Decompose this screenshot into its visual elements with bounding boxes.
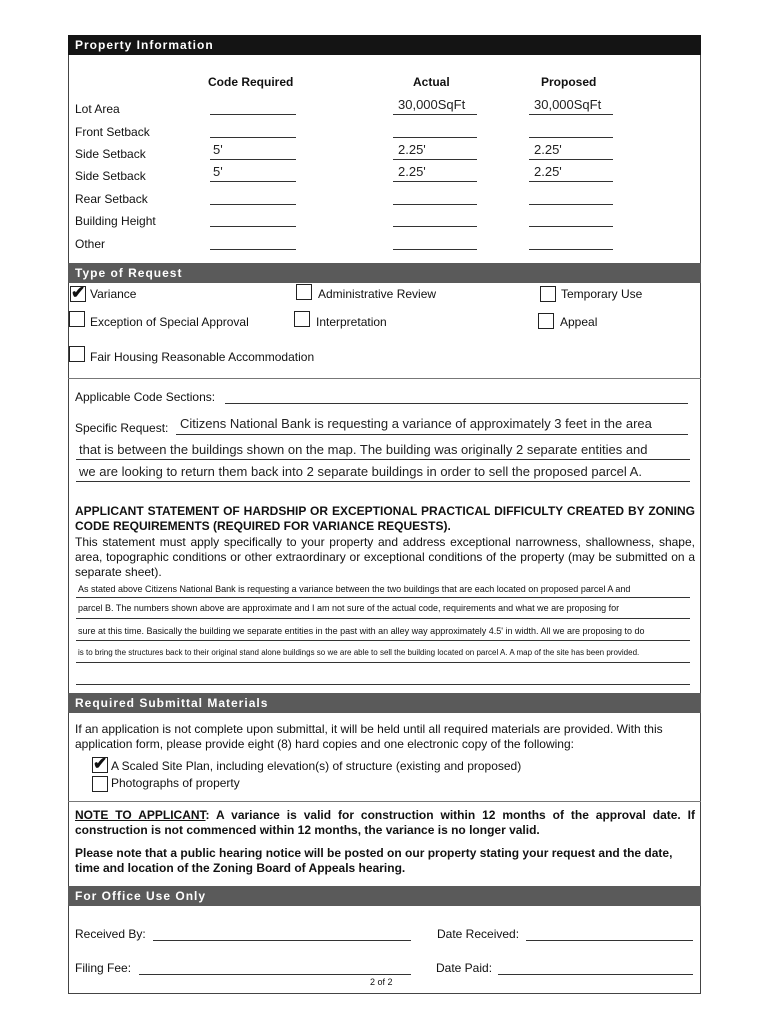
check-icon: ✔ [93, 754, 108, 773]
hardship-instructions: This statement must apply specifically to your property and address exceptional narrowness, shallowness, shape, area, topographic conditions or other extraordinary or exceptional conditions of the property (may be submitted on a separate sheet). [75, 535, 695, 579]
section-header-submittal: Required Submittal Materials [68, 693, 701, 713]
appeal-checkbox[interactable] [538, 313, 554, 329]
column-header-code: Code Required [208, 75, 294, 89]
answer-line [76, 618, 690, 619]
actual-field-line [393, 249, 477, 250]
actual-value[interactable]: 2.25' [398, 142, 426, 157]
code-value[interactable]: 5' [213, 164, 223, 179]
proposed-value[interactable]: 30,000SqFt [534, 97, 602, 112]
answer-line [76, 684, 690, 685]
hardship-line-3[interactable]: sure at this time. Basically the building we separate entities in the past with an alley way approximately 4.5' in width. All we are proposing to do [78, 626, 645, 636]
hardship-line-2[interactable]: parcel B. The numbers shown above are approximate and I am not sure of the actual code, requirements and what we are proposing for [78, 603, 620, 613]
specific-request-label: Specific Request: [75, 421, 169, 435]
divider [68, 378, 701, 379]
received-by-field[interactable] [153, 940, 411, 941]
photographs-checkbox[interactable] [92, 776, 108, 792]
hardship-title: APPLICANT STATEMENT OF HARDSHIP OR EXCEPTIONAL PRACTICAL DIFFICULTY CREATED BY ZONING CODE REQUIREMENTS (REQUIRED FOR VARIANCE REQUESTS). [75, 504, 695, 533]
filing-fee-label: Filing Fee: [75, 961, 132, 975]
actual-field-line [393, 181, 477, 182]
proposed-value[interactable]: 2.25' [534, 142, 562, 157]
date-received-field[interactable] [526, 940, 693, 941]
hardship-line-4[interactable]: is to bring the structures back to their original stand alone buildings so we are able to sell the building located on parcel A. A map of the site has been provided. [78, 648, 640, 657]
column-header-proposed: Proposed [541, 75, 597, 89]
appeal-label: Appeal [560, 315, 598, 329]
answer-line [76, 459, 690, 460]
note-label: NOTE TO APPLICANT [75, 808, 206, 822]
proposed-field-line [529, 204, 613, 205]
row-label: Side Setback [75, 169, 146, 183]
section-header-office: For Office Use Only [68, 886, 701, 906]
actual-field-line [393, 204, 477, 205]
administrative-review-label: Administrative Review [318, 287, 437, 301]
filing-fee-field[interactable] [139, 974, 411, 975]
actual-field-line [393, 226, 477, 227]
date-paid-field[interactable] [498, 974, 693, 975]
actual-field-line [393, 114, 477, 115]
row-label: Rear Setback [75, 192, 148, 206]
proposed-field-line [529, 137, 613, 138]
code-field-line [210, 114, 296, 115]
special-approval-checkbox[interactable] [69, 311, 85, 327]
code-field-line [210, 181, 296, 182]
proposed-value[interactable]: 2.25' [534, 164, 562, 179]
proposed-field-line [529, 181, 613, 182]
row-label: Front Setback [75, 125, 150, 139]
code-field-line [210, 226, 296, 227]
fair-housing-label: Fair Housing Reasonable Accommodation [90, 350, 315, 364]
specific-request-line-2[interactable]: that is between the buildings shown on the map. The building was originally 2 separate entities and [79, 442, 648, 457]
interpretation-label: Interpretation [316, 315, 387, 329]
temporary-use-label: Temporary Use [561, 287, 643, 301]
answer-line [76, 662, 690, 663]
date-received-label: Date Received: [437, 927, 520, 941]
row-label: Building Height [75, 214, 156, 228]
submittal-intro: If an application is not complete upon submittal, it will be held until all required materials are provided. With this application form, please provide eight (8) hard copies and one electronic copy of the following: [75, 722, 663, 751]
answer-line [76, 481, 690, 482]
code-field-line [210, 159, 296, 160]
note-to-applicant [75, 808, 695, 838]
actual-field-line [393, 137, 477, 138]
proposed-field-line [529, 249, 613, 250]
date-paid-label: Date Paid: [436, 961, 493, 975]
specific-request-line-1[interactable]: Citizens National Bank is requesting a variance of approximately 3 feet in the area [180, 416, 652, 431]
answer-line [76, 640, 690, 641]
check-icon: ✔ [71, 283, 86, 302]
site-plan-label: A Scaled Site Plan, including elevation(s) of structure (existing and proposed) [111, 759, 522, 773]
row-label: Side Setback [75, 147, 146, 161]
note-text: : A variance is valid for construction within 12 months of the approval date. If construction is not commenced within 12 months, the variance is no longer valid. [75, 808, 695, 837]
proposed-field-line [529, 159, 613, 160]
code-field-line [210, 204, 296, 205]
section-header-property: Property Information [68, 35, 701, 55]
site-plan-checkbox[interactable] [92, 754, 108, 773]
actual-value[interactable]: 30,000SqFt [398, 97, 466, 112]
temporary-use-checkbox[interactable] [540, 286, 556, 302]
code-sections-label: Applicable Code Sections: [75, 390, 216, 404]
specific-request-line-3[interactable]: we are looking to return them back into 2 separate buildings in order to sell the proposed parcel A. [79, 464, 642, 479]
row-label: Lot Area [75, 102, 120, 116]
section-header-request-type: Type of Request [68, 263, 701, 283]
row-label: Other [75, 237, 106, 251]
variance-checkbox[interactable] [70, 283, 86, 302]
special-approval-label: Exception of Special Approval [90, 315, 249, 329]
actual-field-line [393, 159, 477, 160]
received-by-label: Received By: [75, 927, 146, 941]
proposed-field-line [529, 114, 613, 115]
code-field-line [210, 249, 296, 250]
actual-value[interactable]: 2.25' [398, 164, 426, 179]
hardship-line-1[interactable]: As stated above Citizens National Bank is requesting a variance between the two buildings that are each located on proposed parcel A and [78, 584, 631, 594]
variance-label: Variance [90, 287, 137, 301]
proposed-field-line [529, 226, 613, 227]
answer-line [76, 597, 690, 598]
fair-housing-checkbox[interactable] [69, 346, 85, 362]
code-field-line [210, 137, 296, 138]
code-sections-field[interactable] [225, 403, 688, 404]
page-number: 2 of 2 [370, 977, 393, 987]
divider [68, 801, 701, 802]
administrative-review-checkbox[interactable] [296, 284, 312, 300]
hearing-note: Please note that a public hearing notice will be posted on our property stating your request and the date, time and location of the Zoning Board of Appeals hearing. [75, 846, 673, 875]
interpretation-checkbox[interactable] [294, 311, 310, 327]
photographs-label: Photographs of property [111, 776, 240, 790]
answer-line [176, 434, 688, 435]
column-header-actual: Actual [413, 75, 450, 89]
code-value[interactable]: 5' [213, 142, 223, 157]
